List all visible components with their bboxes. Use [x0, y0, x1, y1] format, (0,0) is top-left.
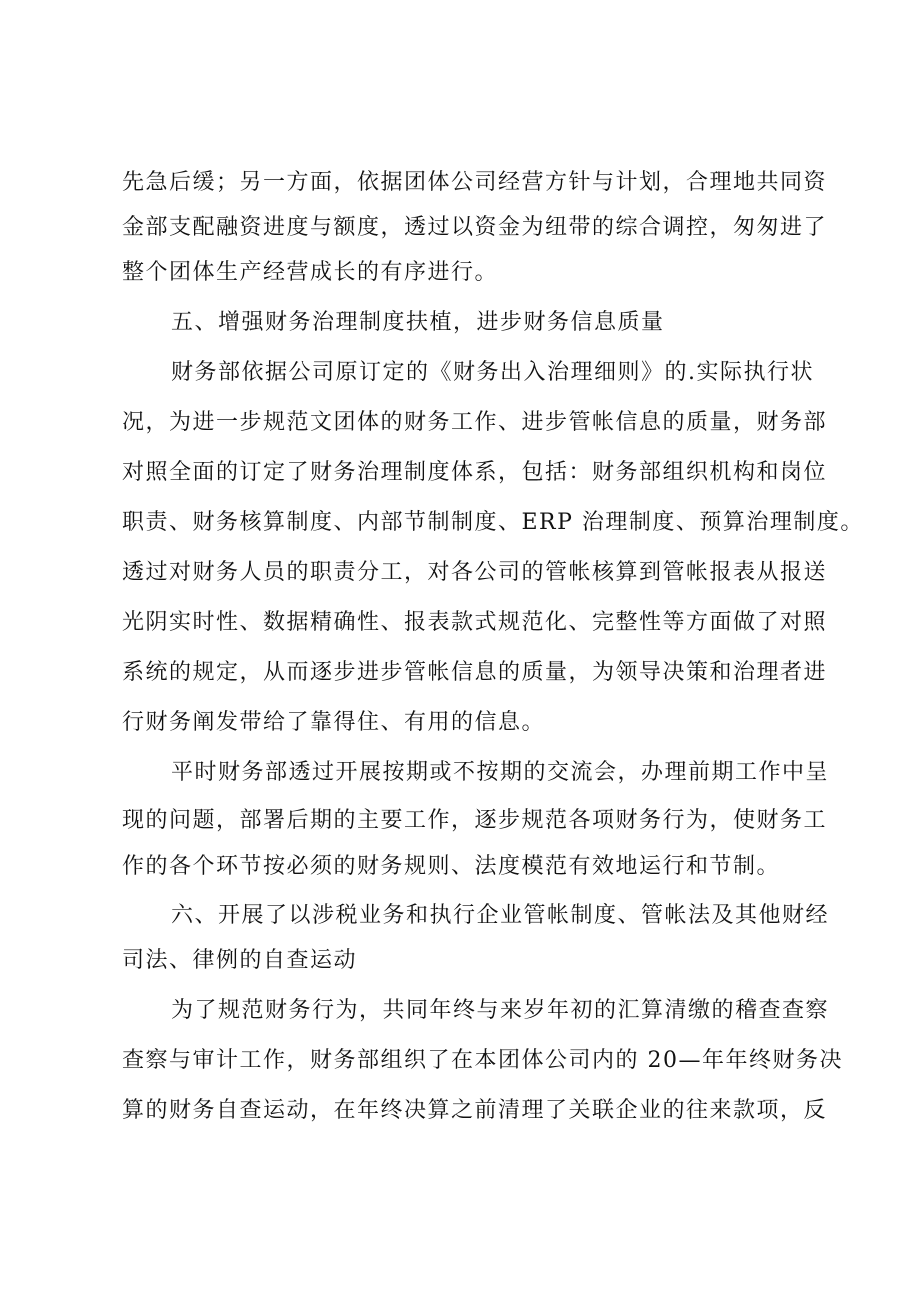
text-line: 财务部依据公司原订定的《财务出入治理细则》的.实际执行状	[171, 360, 814, 385]
text-line: 查察与审计工作，财务部组织了在本团体公司内的 20—年年终财务决	[122, 1048, 843, 1073]
text-line: 对照全面的订定了财务治理制度体系，包括：财务部组织机构和岗位	[122, 460, 828, 485]
text-line: 整个团体生产经营成长的有序进行。	[122, 260, 499, 285]
text-line: 算的财务自查运动，在年终决算之前清理了关联企业的往来款项，反	[122, 1098, 828, 1123]
text-line: 系统的规定，从而逐步进步管帐信息的质量，为领导决策和治理者进	[122, 660, 828, 685]
text-line: 平时财务部透过开展按期或不按期的交流会，办理前期工作中呈	[171, 760, 830, 785]
text-line: 光阴实时性、数据精确性、报表款式规范化、完整性等方面做了对照	[122, 610, 828, 635]
text-line: 职责、财务核算制度、内部节制制度、ERP 治理制度、预算治理制度。	[122, 510, 864, 535]
text-line: 透过对财务人员的职责分工，对各公司的管帐核算到管帐报表从报送	[122, 560, 828, 585]
section-heading-continued: 司法、律例的自查运动	[122, 948, 358, 973]
text-line: 先急后缓；另一方面，依据团体公司经营方针与计划，合理地共同资	[122, 170, 828, 195]
section-heading: 五、增强财务治理制度扶植，进步财务信息质量	[171, 310, 665, 335]
text-line: 现的问题，部署后期的主要工作，逐步规范各项财务行为，使财务工	[122, 808, 828, 833]
text-line: 行财务阐发带给了靠得住、有用的信息。	[122, 710, 546, 735]
section-heading: 六、开展了以涉税业务和执行企业管帐制度、管帐法及其他财经	[171, 903, 830, 928]
text-line: 况，为进一步规范文团体的财务工作、进步管帐信息的质量，财务部	[122, 410, 828, 435]
text-line: 金部支配融资进度与额度，透过以资金为纽带的综合调控，匆匆进了	[122, 215, 828, 240]
text-line: 为了规范财务行为，共同年终与来岁年初的汇算清缴的稽查查察	[171, 998, 830, 1023]
text-line: 作的各个环节按必须的财务规则、法度模范有效地运行和节制。	[122, 854, 781, 879]
